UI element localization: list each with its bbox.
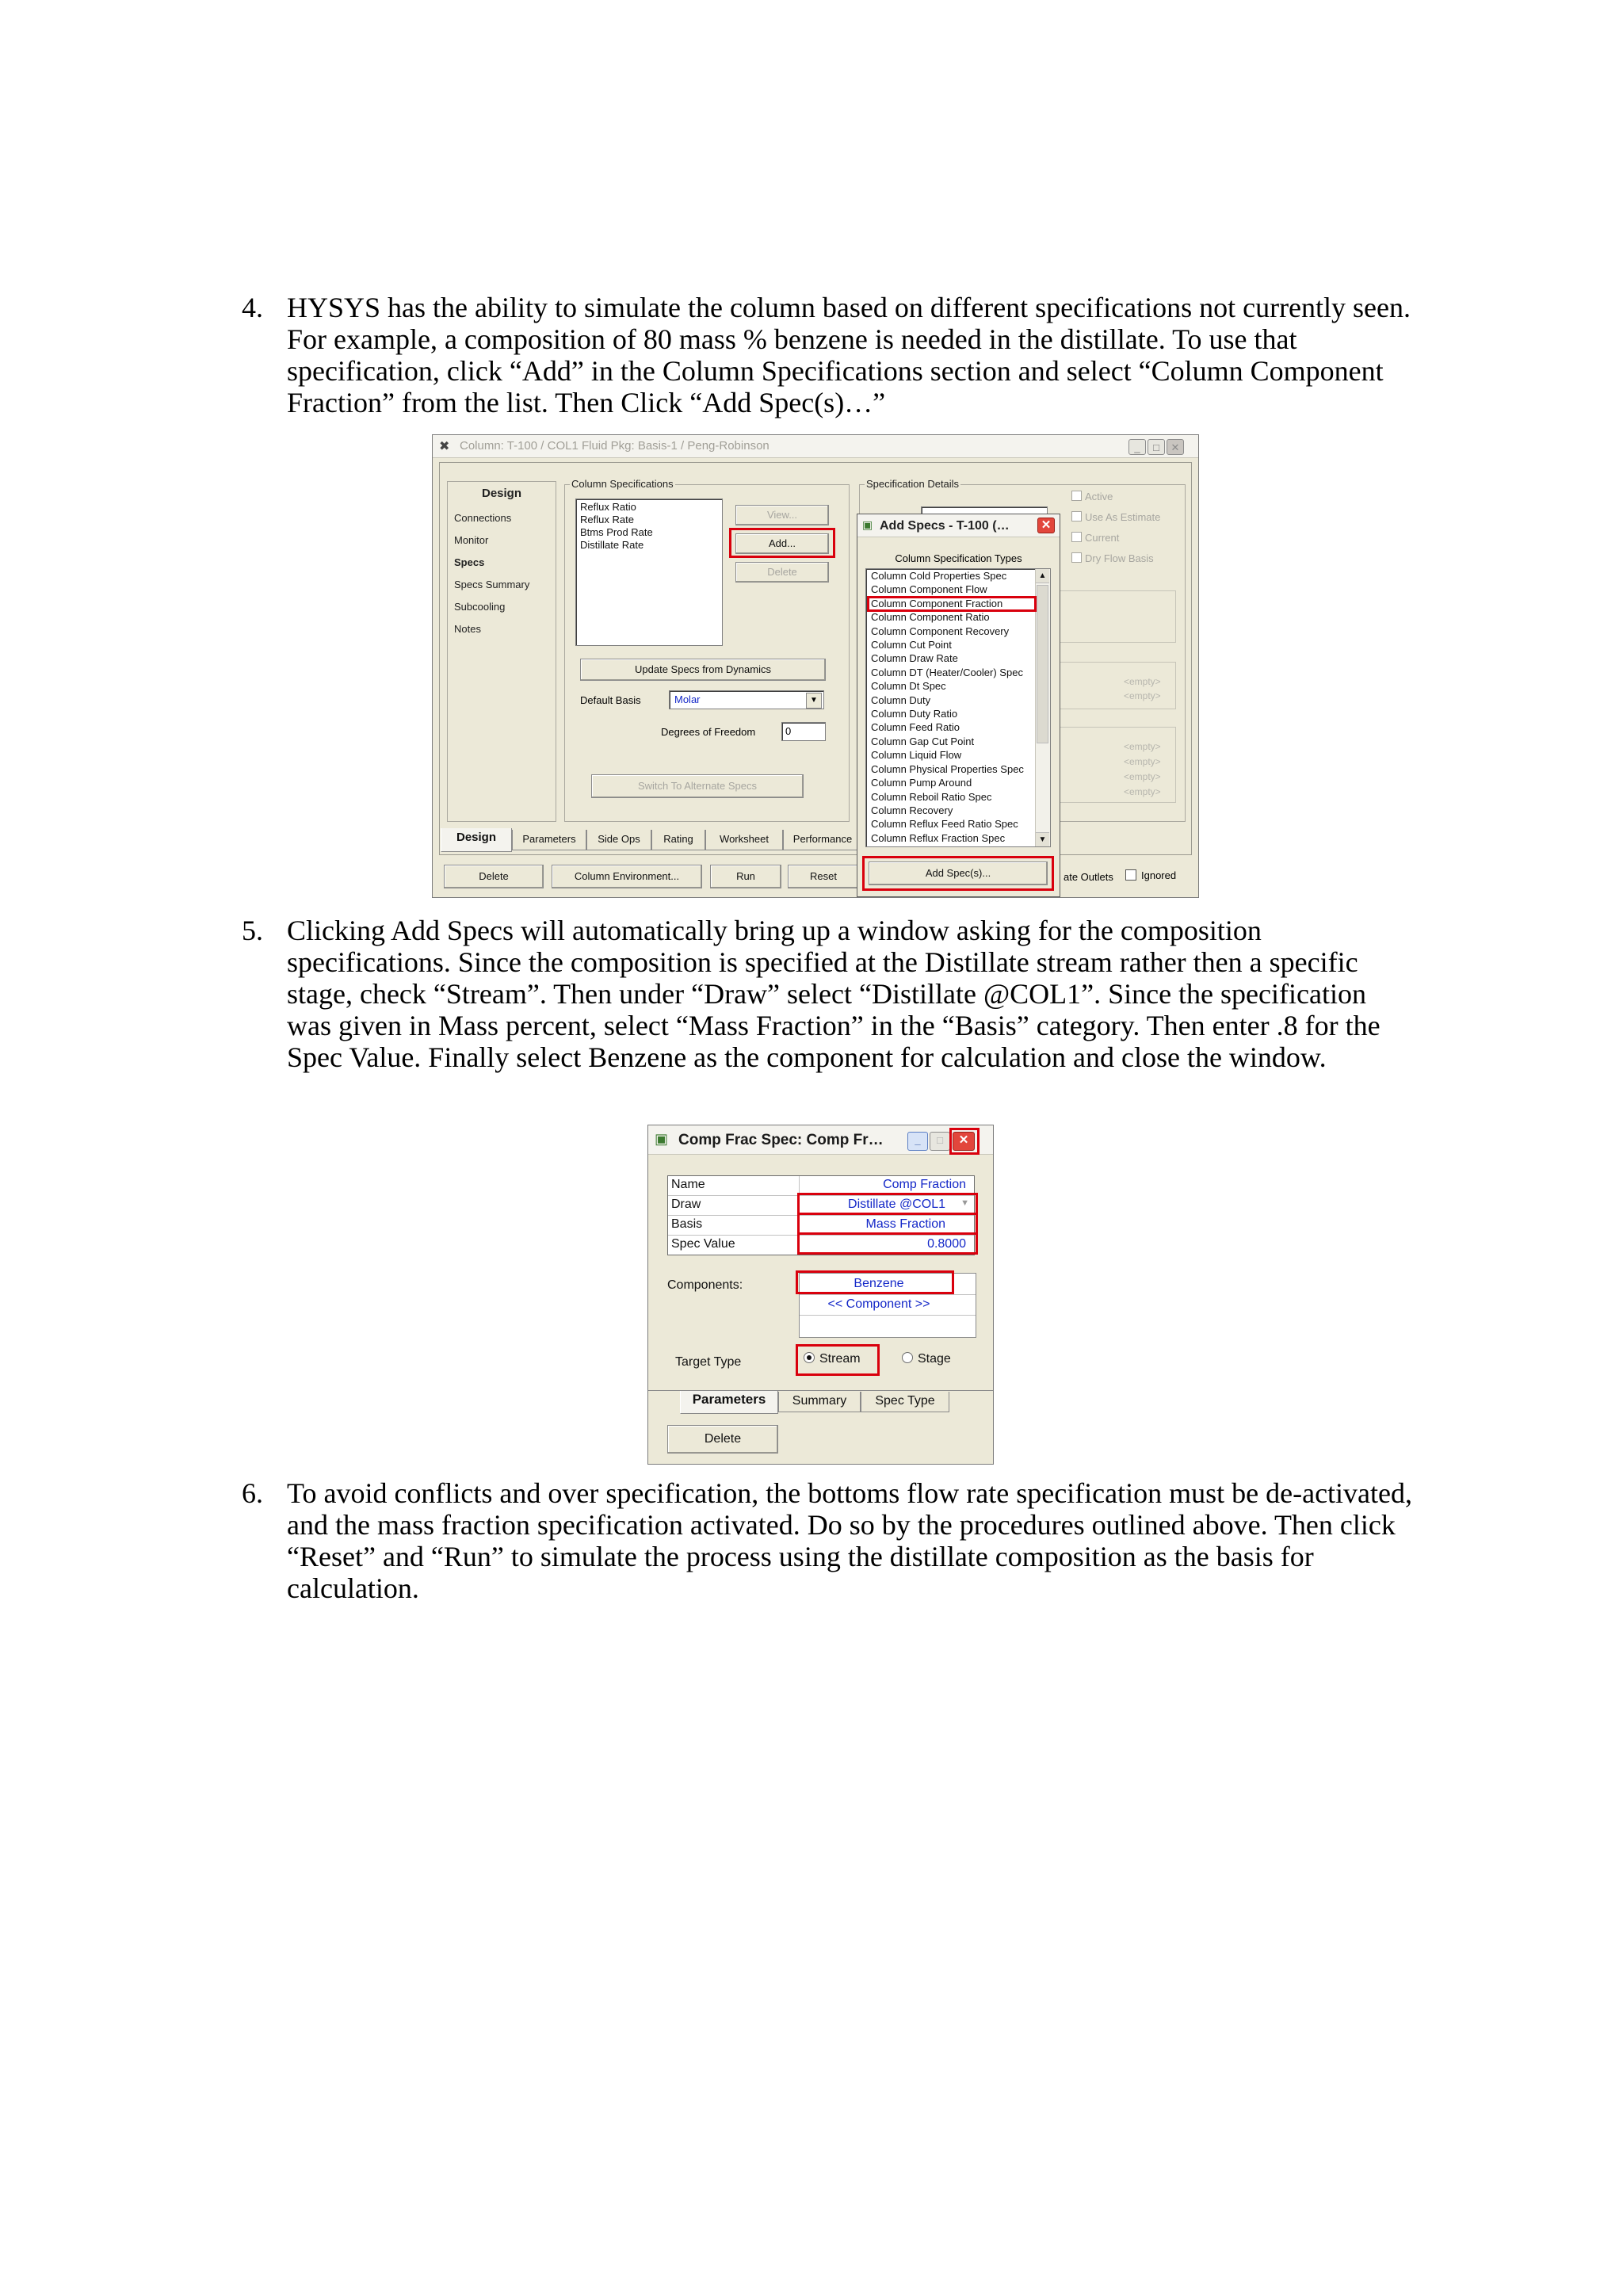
highlight-benzene [796,1270,954,1294]
tab-performance[interactable]: Performance [783,830,862,850]
tab-worksheet[interactable]: Worksheet [705,830,783,850]
highlight-close-icon [949,1128,980,1155]
list-item[interactable]: Column Physical Properties Spec [871,762,1024,775]
chevron-down-icon[interactable]: ▼ [960,1198,969,1208]
default-basis-label: Default Basis [580,694,641,706]
list-item[interactable]: Btms Prod Rate [580,526,653,538]
list-item[interactable]: Column DT (Heater/Cooler) Spec [871,666,1023,678]
view-button[interactable]: View... [735,505,829,525]
column-specifications-title: Column Specifications [571,478,674,490]
nav-item-specs[interactable]: Specs [454,556,485,568]
delete-spec-button[interactable]: Delete [735,562,829,583]
list-item[interactable]: Column Component Recovery [871,625,1010,637]
delete-column-button[interactable]: Delete [444,865,544,888]
nav-item-monitor[interactable]: Monitor [454,534,489,546]
use-as-estimate-checkbox[interactable]: Use As Estimate [1071,511,1160,523]
components-label: Components: [667,1278,743,1292]
nav-item-connections[interactable]: Connections [454,512,512,524]
update-outlets-label: ate Outlets [1064,871,1113,883]
tab-summary[interactable]: Summary [778,1392,861,1412]
list-item[interactable]: Column Reflux Fraction Spec [871,831,1006,844]
close-icon[interactable]: ✕ [1167,439,1184,455]
empty-value: <empty> [1124,690,1161,701]
list-item[interactable]: Column Pump Around [871,777,972,789]
highlight-component-fraction [867,596,1037,612]
switch-alternate-specs-button[interactable]: Switch To Alternate Specs [591,774,804,798]
update-specs-button[interactable]: Update Specs from Dynamics [580,659,826,681]
dialog-icon: ▣ [655,1131,669,1147]
step-number: 6. [242,1477,263,1509]
list-item[interactable]: Column Duty [871,693,931,706]
scroll-up-icon[interactable]: ▲ [1036,569,1049,583]
comp-frac-spec-screenshot [647,1125,994,1465]
minimize-icon[interactable]: _ [1128,439,1146,455]
comp-frac-tabs [680,1392,981,1412]
highlight-stream-radio [796,1344,880,1376]
list-item[interactable]: Column Liquid Flow [871,749,962,762]
tab-parameters[interactable]: Parameters [680,1390,778,1414]
nav-item-specs-summary[interactable]: Specs Summary [454,579,530,590]
list-item[interactable]: Column Component Flow [871,583,987,596]
component-placeholder[interactable]: << Component >> [827,1297,930,1311]
list-item[interactable]: Column Dt Spec [871,680,946,693]
nav-item-subcooling[interactable]: Subcooling [454,601,506,613]
list-item[interactable]: Reflux Ratio [580,501,636,513]
list-item[interactable]: Column Draw Rate [871,652,958,665]
list-item-selected[interactable]: Column Component Fraction [871,597,1003,609]
list-item[interactable]: Column Cut Point [871,639,952,651]
nav-item-notes[interactable]: Notes [454,623,481,635]
column-window-title: Column: T-100 / COL1 Fluid Pkg: Basis-1 / Peng-Robinson [460,439,769,453]
list-item[interactable]: Column Component Ratio [871,611,990,624]
column-window-screenshot [432,434,1199,898]
scroll-down-icon[interactable]: ▼ [1036,832,1049,846]
add-specs-title: Add Specs - T-100 (… [880,519,1010,533]
empty-value: <empty> [1124,676,1161,687]
dialog-icon: ▣ [862,518,873,531]
reset-button[interactable]: Reset [788,865,859,888]
list-item[interactable]: Column Feed Ratio [871,721,960,734]
column-environment-button[interactable]: Column Environment... [552,865,702,888]
list-item[interactable]: Benzene [854,1277,904,1290]
design-nav [447,481,556,822]
highlight-draw [797,1193,978,1215]
dry-flow-basis-checkbox[interactable]: Dry Flow Basis [1071,552,1154,564]
default-basis-select[interactable]: Molar ▼ [669,690,824,709]
maximize-icon[interactable]: □ [930,1132,950,1151]
step-number: 4. [242,292,263,323]
maximize-icon[interactable]: □ [1148,439,1165,455]
step-text: Clicking Add Specs will automatically bring up a window asking for the composition specifications. Since the composition is specified at the Distillate stream rather then a specific stage, check “Stream”. Then under “Draw” select “Distillate @COL1”. Since the specification was given in Mass percent, select “Mass Fraction” in the “Basis” category. Then enter .8 for the Spec Value. Finally select Benzene as the component for calculation and close the window. [287,915,1381,1073]
list-item[interactable]: Column Recovery [871,804,953,816]
empty-value: <empty> [1124,771,1161,782]
step-number: 5. [242,915,263,946]
tab-spec-type[interactable]: Spec Type [861,1392,949,1412]
table-row[interactable]: Draw Distillate @COL1 ▼ [668,1196,974,1216]
column-window-titlebar [433,435,1198,458]
tab-design[interactable]: Design [441,828,512,852]
spec-types-title: Column Specification Types [895,552,1022,564]
scroll-thumb[interactable] [1037,585,1048,743]
degrees-of-freedom-field: 0 [781,722,826,741]
active-checkbox[interactable]: Active [1071,491,1113,502]
table-row[interactable]: Basis Mass Fraction [668,1216,974,1236]
target-type-label: Target Type [675,1355,742,1369]
list-item[interactable]: Column Cold Properties Spec [871,570,1007,582]
empty-value: <empty> [1124,741,1161,752]
column-specs-list[interactable] [575,499,723,646]
highlight-add-specs-button [862,856,1054,891]
nav-header: Design [481,487,521,500]
run-button[interactable]: Run [710,865,781,888]
comp-frac-title: Comp Frac Spec: Comp Fr… [678,1132,884,1148]
list-item[interactable]: Column Duty Ratio [871,708,958,720]
close-icon[interactable]: ✕ [1037,518,1055,533]
tab-rating[interactable]: Rating [651,830,705,850]
add-spec-button[interactable]: Add... [735,533,829,554]
empty-value: <empty> [1124,756,1161,767]
tab-side-ops[interactable]: Side Ops [586,830,651,850]
delete-spec-button[interactable]: Delete [667,1425,778,1454]
list-item[interactable]: Column Reboil Ratio Spec [871,790,992,803]
list-item[interactable]: Column Gap Cut Point [871,735,975,747]
highlight-add-button [729,528,835,558]
specification-details-title: Specification Details [866,478,960,490]
table-row[interactable]: Spec Value 0.8000 [668,1236,974,1255]
add-specs-titlebar [857,514,1060,537]
list-item[interactable]: Reflux Rate [580,514,634,525]
step-text: HYSYS has the ability to simulate the column based on different specifications not currently seen. For example, a composition of 80 mass % benzene is needed in the distillate. To use that specification, click “Add” in the Column Specifications section and select “Column Component Fraction” from the list. Then Click “Add Spec(s)…” [287,292,1411,418]
highlight-basis [797,1213,978,1235]
empty-value: <empty> [1124,786,1161,797]
stream-radio[interactable]: Stream [804,1352,861,1366]
scrollbar[interactable] [1035,569,1050,846]
ignored-checkbox[interactable]: Ignored [1125,869,1176,881]
chevron-down-icon[interactable]: ▼ [806,693,822,709]
add-specs-dialog [857,514,1060,897]
list-item[interactable]: Distillate Rate [580,539,644,551]
tab-parameters[interactable]: Parameters [512,830,586,850]
list-item[interactable]: Column Reflux Feed Ratio Spec [871,818,1018,831]
add-specs-button[interactable]: Add Spec(s)... [869,861,1048,885]
stage-radio[interactable]: Stage [902,1352,951,1366]
close-icon[interactable]: ✕ [953,1132,975,1151]
highlight-spec-value [797,1232,978,1255]
current-checkbox[interactable]: Current [1071,532,1119,544]
table-row[interactable]: Name Comp Fraction [668,1176,974,1196]
comp-frac-titlebar [648,1125,993,1155]
step-text: To avoid conflicts and over specification, the bottoms flow rate specification must be de-activated, and the mass fraction specification activated. Do so by the procedures outlined above. Then click “Reset” and “Run” to simulate the process using the distillate composition as the basis for calculation. [287,1477,1413,1604]
minimize-icon[interactable]: _ [907,1132,928,1151]
column-tabs [441,830,916,850]
app-icon: ✖ [439,440,450,453]
degrees-of-freedom-label: Degrees of Freedom [661,726,756,738]
